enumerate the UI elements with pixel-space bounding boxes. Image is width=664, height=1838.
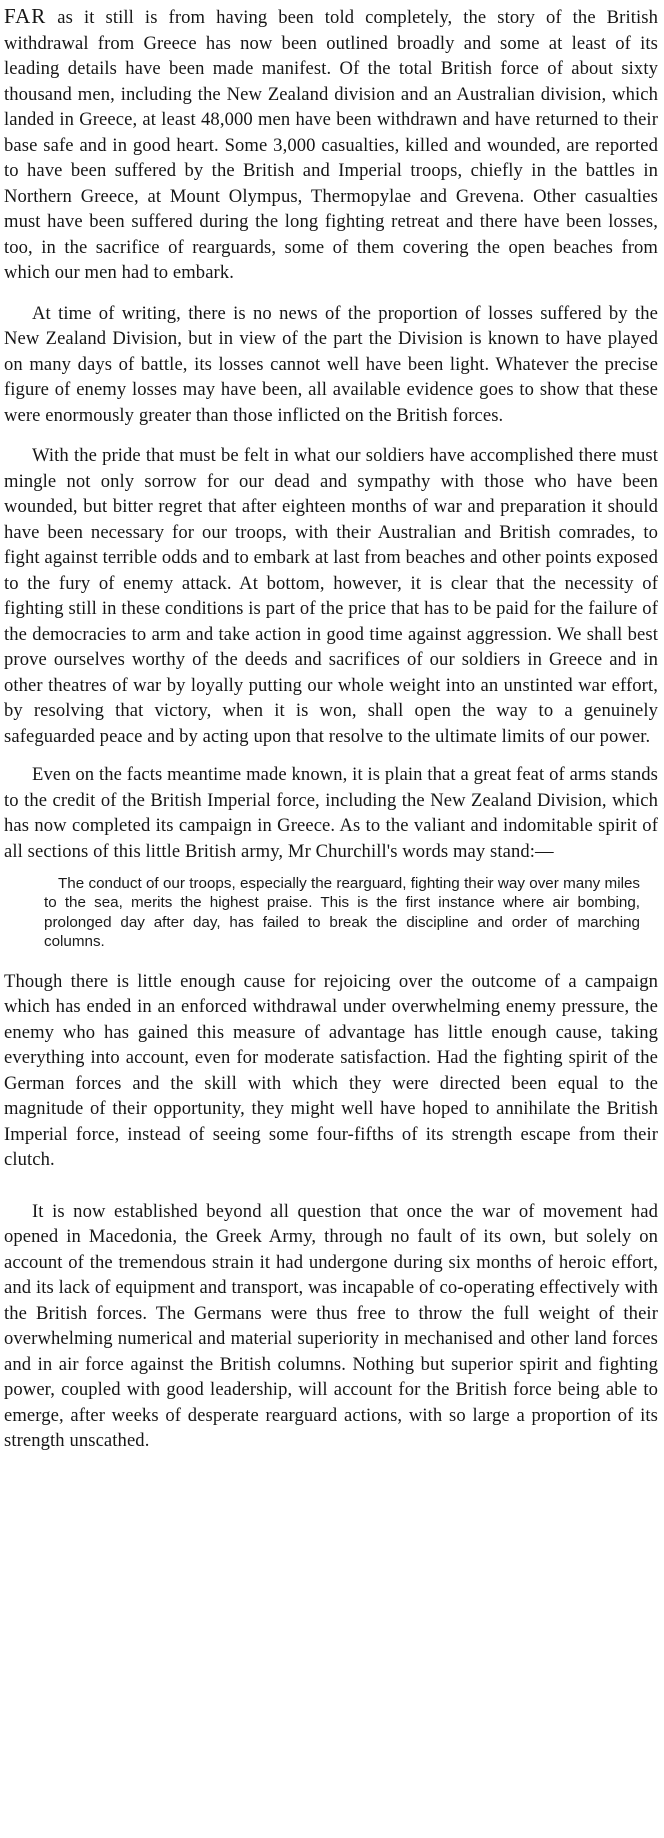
article-paragraph-5: Though there is little enough cause for rejoicing over the outcome of a campaign which has ended in an enforced withdrawal under overwhelming enemy pressure, the enemy who has gained this measure of advantage has little enough cause, taking everything into account, even for moderate satisfaction. Had the fighting spirit of the German forces and the skill with which they were directed been equal to the magnitude of their opportunity, they might well have hoped to annihilate the British Imperial force, instead of seeing some four-fifths of its strength escape from their clutch. [4,970,658,1171]
article-paragraph-2: At time of writing, there is no news of the proportion of losses suffered by the New Zealand Division, but in view of the part the Division is known to have played on many days of battle, its losses cannot well have been light. Whatever the precise figure of enemy losses may have been, all available evidence goes to show that these were enormously greater than those inflicted on the British forces. [4,302,658,426]
article-paragraph-4: Even on the facts meantime made known, it is plain that a great feat of arms stands to the credit of the British Imperial force, including the New Zealand Division, which has now completed its campaign in Greece. As to the valiant and indomitable spirit of all sections of this little British army, Mr Churchill's words may stand:— [4,764,658,862]
article-paragraph-6: It is now established beyond all question that once the war of movement had opened in Macedonia, the Greek Army, through no fault of its own, but solely on account of the tremendous strain it had undergone during six months of heroic effort, and its lack of equipment and transport, was incapable of co-operating effectively with the British forces. The Germans were thus free to throw the full weight of their overwhelming numerical and material superiority in mechanised and other land forces and in air force against the British columns. Nothing but superior spirit and fighting power, coupled with good leadership, will account for the British force being able to emerge, after weeks of desperate rearguard actions, with so large a proportion of its strength unscathed. [4,1200,658,1452]
article-paragraph-3: With the pride that must be felt in what our soldiers have accomplished there must mingle not only sorrow for our dead and sympathy with those who have been wounded, but bitter regret that after eighteen months of war and preparation it should have been necessary for our troops, with their Australian and British comrades, to fight against terrible odds and to embark at last from beaches and other points exposed to the fury of enemy attack. At bottom, however, it is clear that the necessity of fighting still in these conditions is part of the price that has to be paid for the failure of the democracies to arm and take action in good time against aggression. We shall best prove ourselves worthy of the deeds and sacrifices of our soldiers in Greece and in other theatres of war by loyally putting our whole weight into an unstinted war effort, by resolving that victory, when it is won, shall open the way to a genuinely safeguarded peace and by acting upon that resolve to the ultimate limits of our power. [4,445,658,747]
churchill-quote: The conduct of our troops, especially the rearguard, fighting their way over many miles to the sea, merits the highest praise. This is the first instance where air bombing, prolonged day after day, has failed to break the discipline and order of marching columns. [44,875,640,951]
article-paragraph-1 [4,4,658,286]
paragraph-text: as it still is from having been told completely, the story of the British withdrawal from Greece has now been outlined broadly and some at least of its leading details have been made manifest. Of the total British force of about sixty thousand men, including the New Zealand division and an Australian division, which landed in Greece, at least 48,000 men have been withdrawn and have returned to their base safe and in good heart. Some 3,000 casualties, killed and wounded, are reported to have been suffered by the British and Imperial troops, chiefly in the battles in Northern Greece, at Mount Olympus, Thermopylae and Grevena. Other casualties must have been suffered during the long fighting retreat and there have been losses, too, in the sacrifice of rearguards, some of them covering the open beaches from which our men had to embark. [4,7,658,283]
lead-word: FAR [4,4,47,28]
